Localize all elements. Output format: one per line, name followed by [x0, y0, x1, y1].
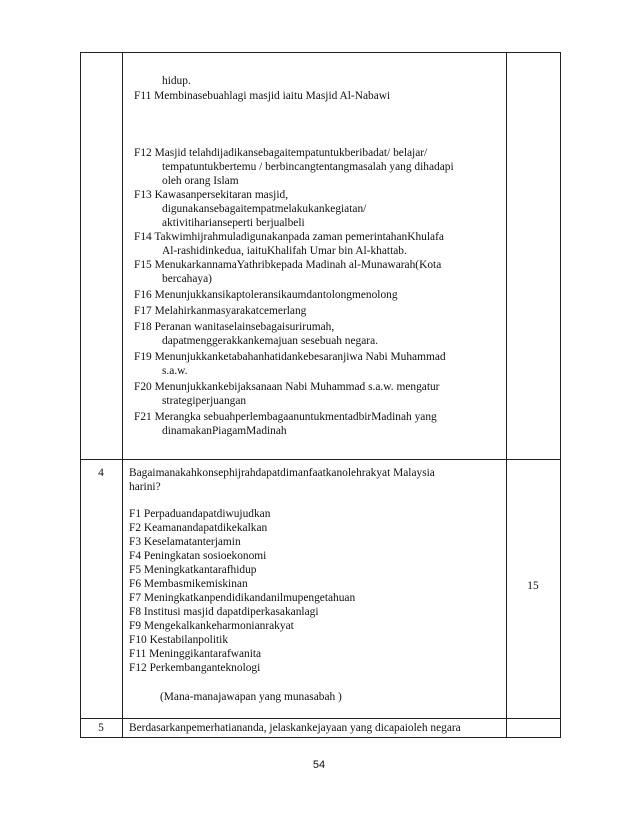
- list-item: F3 Keselamatanterjamin: [129, 536, 241, 548]
- list-item: F10 Kestabilanpolitik: [129, 634, 229, 646]
- table-right-border: [560, 52, 561, 738]
- answer-line: s.a.w.: [162, 365, 188, 377]
- column-divider: [122, 52, 123, 738]
- list-item: F4 Peningkatan sosioekonomi: [129, 550, 267, 562]
- row5-number: 5: [98, 722, 104, 734]
- list-item: F8 Institusi masjid dapatdiperkasakanlagi: [129, 606, 319, 618]
- column-divider: [506, 52, 507, 738]
- answer-line: dapatmenggerakkankemajuan sesebuah negara.: [162, 335, 379, 347]
- answer-line: oleh orang Islam: [162, 175, 239, 187]
- answer-line: F16 Menunjukkansikaptoleransikaumdantolongmenolong: [134, 289, 398, 301]
- row5-question: Berdasarkanpemerhatiananda, jelaskankejayaan yang dicapaioleh negara: [129, 722, 461, 734]
- answer-line: bercahaya): [162, 273, 212, 285]
- table-left-border: [80, 52, 81, 738]
- answer-line: aktivitiharianseperti berjualbeli: [162, 217, 305, 229]
- page-number: 54: [312, 759, 326, 771]
- answer-line: F20 Menunjukkankebijaksanaan Nabi Muhammad s.a.w. mengatur: [134, 381, 440, 393]
- list-item: F9 Mengekalkankeharmonianrakyat: [129, 620, 294, 632]
- answer-line: tempatuntukbertemu / berbincangtentangmasalah yang dihadapi: [162, 161, 454, 173]
- answer-line: F21 Merangka sebuahperlembagaanuntukmentadbirMadinah yang: [134, 411, 437, 423]
- answer-line: F19 Menunjukkanketabahanhatidankebesaranjiwa Nabi Muhammad: [134, 351, 446, 363]
- answer-line: digunakansebagaitempatmelakukankegiatan/: [162, 203, 367, 215]
- list-item: F1 Perpaduandapatdiwujudkan: [129, 508, 271, 520]
- answer-line: hidup.: [162, 75, 191, 87]
- answer-table: [80, 52, 560, 737]
- row4-marks: 15: [527, 580, 539, 592]
- answer-line: F14 Takwimhijrahmuladigunakanpada zaman pemerintahanKhulafa: [134, 231, 444, 243]
- answer-line: Al-rashidinkedua, iaituKhalifah Umar bin Al-khattab.: [162, 245, 407, 257]
- list-item: F12 Perkembanganteknologi: [129, 662, 261, 674]
- answer-line: strategiperjuangan: [162, 395, 247, 407]
- answer-note: (Mana-manajawapan yang munasabah ): [160, 691, 342, 703]
- row-divider: [80, 718, 561, 719]
- answer-line: F15 MenukarkannamaYathribkepada Madinah al-Munawarah(Kota: [134, 259, 442, 271]
- answer-line: F12 Masjid telahdijadikansebagaitempatuntukberibadat/ belajar/: [134, 147, 428, 159]
- row4-number: 4: [98, 467, 104, 479]
- table-bottom-border: [80, 737, 561, 738]
- table-top-border: [80, 52, 561, 53]
- answer-line: F11 Membinasebuahlagi masjid iaitu Masjid Al-Nabawi: [134, 90, 391, 102]
- list-item: F5 Meningkatkantarafhidup: [129, 564, 257, 576]
- list-item: F11 Meninggikantarafwanita: [129, 648, 262, 660]
- list-item: F6 Membasmikemiskinan: [129, 578, 248, 590]
- list-item: F2 Keamanandapatdikekalkan: [129, 522, 268, 534]
- answer-line: F18 Peranan wanitaselainsebagaisurirumah,: [134, 321, 335, 333]
- answer-line: F17 Melahirkanmasyarakatcemerlang: [134, 305, 307, 317]
- answer-line: dinamakanPiagamMadinah: [162, 425, 287, 437]
- row4-question: Bagaimanakahkonsephijrahdapatdimanfaatkanolehrakyat Malaysia: [129, 467, 435, 479]
- row4-question: harini?: [129, 481, 161, 493]
- row-divider: [80, 459, 561, 460]
- list-item: F7 Meningkatkanpendidikandanilmupengetahuan: [129, 592, 356, 604]
- answer-line: F13 Kawasanpersekitaran masjid,: [134, 189, 289, 201]
